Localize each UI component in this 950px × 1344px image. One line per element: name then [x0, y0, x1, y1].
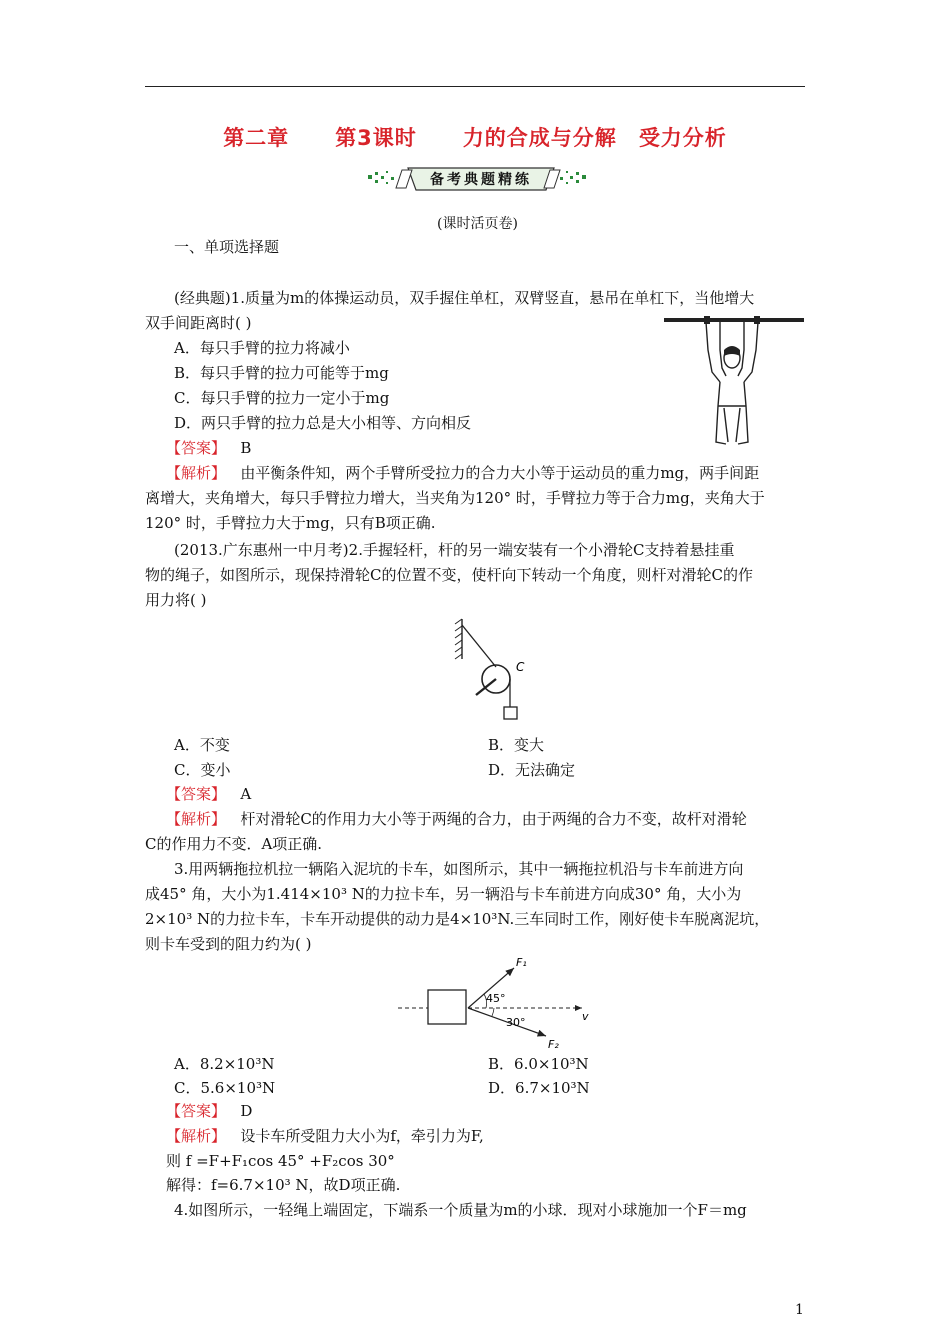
force-label-f1: F₁ [516, 958, 527, 969]
q3-analysis-2: 则 f =F+F₁cos 45° +F₂cos 30° [166, 1152, 395, 1170]
q1-option-c: C．每只手臂的拉力一定小于mg [174, 389, 390, 407]
banner-text: 备考典题精练 [430, 172, 532, 188]
q1-line1: (经典题)1.质量为m的体操运动员，双手握住单杠，双臂竖直，悬吊在单杠下，当他增大 [174, 289, 755, 307]
velocity-label: v [582, 1010, 589, 1023]
subtitle: (课时活页卷) [437, 216, 518, 232]
q1-analysis-3: 120° 时，手臂拉力大于mg，只有B项正确. [145, 514, 436, 532]
q3-option-b: B．6.0×10³N [488, 1055, 589, 1073]
q1-answer: 【答案】 B [166, 439, 252, 457]
page-title [0, 122, 950, 152]
q3-line1: 3.用两辆拖拉机拉一辆陷入泥坑的卡车，如图所示，其中一辆拖拉机沿与卡车前进方向 [174, 860, 744, 878]
q3-option-d: D．6.7×10³N [488, 1079, 590, 1097]
q1-option-a: A．每只手臂的拉力将减小 [174, 339, 350, 357]
q2-analysis-2: C的作用力不变．A项正确. [145, 835, 323, 853]
header-rule [145, 86, 805, 87]
title-lesson: 第3课时 [335, 126, 417, 150]
q2-answer: 【答案】 A [166, 785, 252, 803]
q3-option-c: C．5.6×10³N [174, 1079, 276, 1097]
truck-force-figure [396, 958, 590, 1050]
q3-answer: 【答案】 D [166, 1102, 253, 1120]
q3-analysis-1: 【解析】 设卡车所受阻力大小为f，牵引力为F, [166, 1127, 484, 1145]
page-number: 1 [795, 1302, 804, 1318]
q3-line4: 则卡车受到的阻力约为( ) [145, 935, 312, 953]
q3-line2: 成45° 角，大小为1.414×10³ N的力拉卡车，另一辆沿与卡车前进方向成30° 角，大小为 [145, 885, 742, 903]
q2-line3: 用力将( ) [145, 591, 207, 609]
q4-line1: 4.如图所示，一轻绳上端固定，下端系一个质量为m的小球．现对小球施加一个F＝mg [174, 1201, 747, 1219]
title-topic: 力的合成与分解 [462, 126, 617, 150]
q1-analysis-1: 【解析】 由平衡条件知，两个手臂所受拉力的合力大小等于运动员的重力mg，两手间距 [166, 464, 760, 482]
q1-option-b: B．每只手臂的拉力可能等于mg [174, 364, 389, 382]
section-banner [366, 166, 588, 192]
pulley-figure [452, 615, 538, 723]
angle-label-45: 45° [486, 992, 506, 1005]
q2-analysis-1: 【解析】 杆对滑轮C的作用力大小等于两绳的合力，由于两绳的合力不变，故杆对滑轮 [166, 810, 747, 828]
q1-analysis-2: 离增大，夹角增大，每只手臂拉力增大，当夹角为120° 时，手臂拉力等于合力mg，夹角大于 [145, 489, 765, 507]
section-heading: 一、单项选择题 [174, 238, 280, 256]
q3-analysis-3: 解得：f=6.7×10³ N，故D项正确. [166, 1176, 401, 1194]
title-chapter: 第二章 [223, 126, 290, 150]
q2-line1: (2013.广东惠州一中月考)2.手握轻杆，杆的另一端安装有一个小滑轮C支持着悬挂重 [174, 541, 735, 559]
q2-option-d: D．无法确定 [488, 761, 576, 779]
q2-option-b: B．变大 [488, 736, 545, 754]
q2-option-a: A．不变 [174, 736, 230, 754]
q1-option-d: D．两只手臂的拉力总是大小相等、方向相反 [174, 414, 472, 432]
q2-line2: 物的绳子，如图所示，现保持滑轮C的位置不变，使杆向下转动一个角度，则杆对滑轮C的作 [145, 566, 753, 584]
pulley-label-c: C [516, 660, 525, 674]
title-subtopic: 受力分析 [638, 126, 727, 150]
q3-option-a: A．8.2×10³N [174, 1055, 275, 1073]
gymnast-figure [662, 310, 808, 448]
q1-line2: 双手间距离时( ) [145, 314, 252, 332]
q3-line3: 2×10³ N的力拉卡车，卡车开动提供的动力是4×10³N.三车同时工作，刚好使卡车脱离泥坑， [145, 910, 770, 928]
angle-label-30: 30° [506, 1016, 526, 1029]
force-label-f2: F₂ [548, 1038, 559, 1050]
q2-option-c: C．变小 [174, 761, 231, 779]
